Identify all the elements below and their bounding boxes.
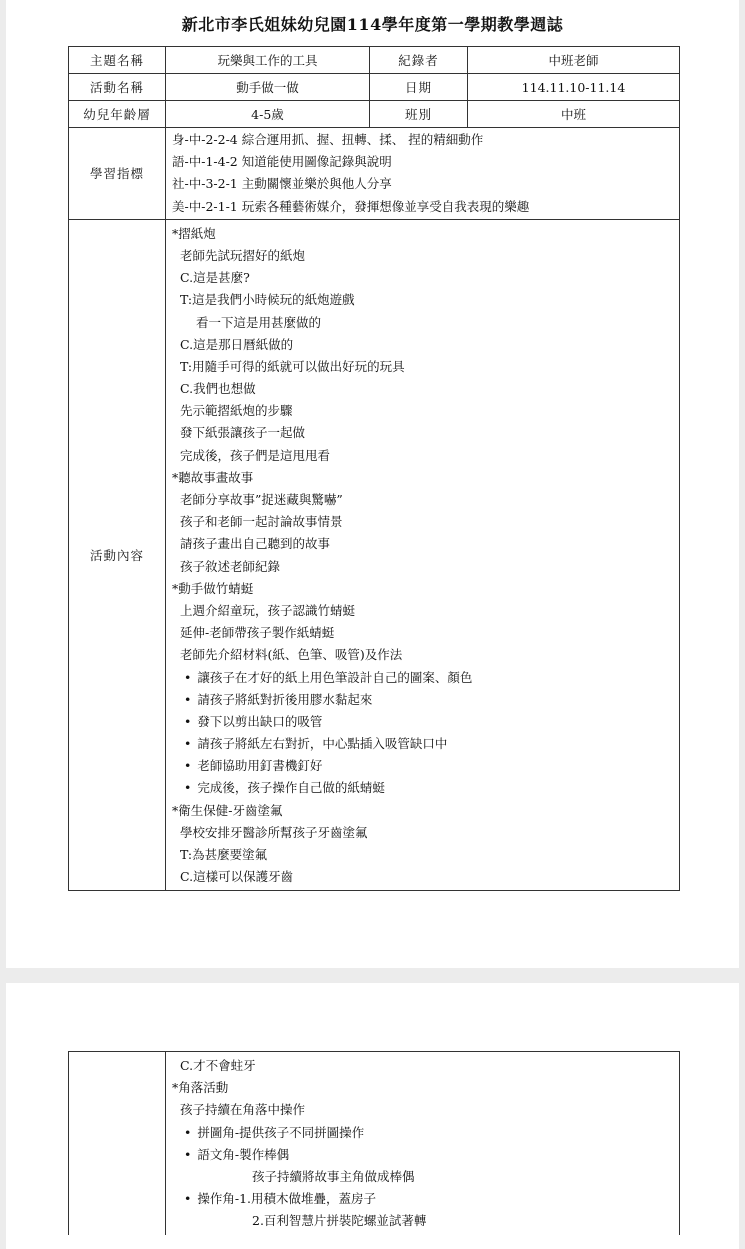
content-label-empty xyxy=(69,1052,166,1235)
theme-label: 主題名稱 xyxy=(69,47,166,74)
bullet-item: • 讓孩子在才好的紙上用色筆設計自己的圖案、顏色 xyxy=(172,667,675,689)
content-line: C.這樣可以保護牙齒 xyxy=(180,869,294,885)
recorder-value: 中班老師 xyxy=(468,47,680,74)
date-value: 114.11.10-11.14 xyxy=(468,74,680,101)
table-row-content xyxy=(69,219,680,891)
content-cell-continued xyxy=(166,1052,680,1235)
content-line: 請孩子畫出自己聽到的故事 xyxy=(180,536,331,552)
goals-label: 學習指標 xyxy=(69,128,166,220)
document-page-2 xyxy=(6,983,739,1249)
bullet-item: • 語文角-製作棒偶 xyxy=(172,1144,675,1166)
bullet-item: • 操作角-1.用積木做堆疊，蓋房子 xyxy=(172,1188,675,1210)
section-heading: *動手做竹蜻蜓 xyxy=(172,580,254,596)
content-line: 發下紙張讓孩子一起做 xyxy=(180,425,306,441)
content-line: 孩子持續將故事主角做成棒偶 xyxy=(252,1168,415,1184)
bullet-item: • 請孩子將紙左右對折，中心點插入吸管缺口中 xyxy=(172,733,675,755)
content-label: 活動內容 xyxy=(69,219,166,891)
activity-label: 活動名稱 xyxy=(69,74,166,101)
bullet-item: • 完成後，孩子操作自己做的紙蜻蜓 xyxy=(172,777,675,799)
section-heading: *角落活動 xyxy=(172,1080,229,1096)
table-row-age xyxy=(69,101,680,128)
activity-value: 動手做一做 xyxy=(166,74,370,101)
table-row-theme xyxy=(69,47,680,74)
content-line: 看一下這是用甚麼做的 xyxy=(196,314,322,330)
content-line: C.才不會蛀牙 xyxy=(180,1058,256,1073)
bullet-item: • 請孩子將紙對折後用膠水黏起來 xyxy=(172,689,675,711)
content-cell xyxy=(166,219,680,891)
content-line: 老師分享故事”捉迷藏與驚嚇” xyxy=(180,492,343,507)
theme-value: 玩樂與工作的工具 xyxy=(166,47,370,74)
content-line: 孩子敘述老師紀錄 xyxy=(180,558,281,574)
goal-line: 社-中-3-2-1 主動關懷並樂於與他人分享 xyxy=(172,176,392,192)
bullet-item: • 發下以剪出缺口的吸管 xyxy=(172,711,675,733)
section-heading: *摺紙炮 xyxy=(172,225,216,241)
section-heading: *衛生保健-牙齒塗氟 xyxy=(172,802,283,818)
content-line: 學校安排牙醫診所幫孩子牙齒塗氟 xyxy=(180,824,368,840)
content-line: T:為甚麼要塗氟 xyxy=(180,847,268,862)
section-heading: *聽故事畫故事 xyxy=(172,469,254,485)
goals-cell xyxy=(166,128,680,220)
class-label: 班別 xyxy=(370,101,468,128)
class-value: 中班 xyxy=(468,101,680,128)
content-line: 孩子持續在角落中操作 xyxy=(180,1102,306,1118)
content-line: 孩子和老師一起討論故事情景 xyxy=(180,514,343,530)
content-lines-continued xyxy=(166,1052,679,1235)
content-line: C.這是那日曆紙做的 xyxy=(180,336,294,352)
content-line: 上週介紹童玩，孩子認識竹蜻蜓 xyxy=(180,602,356,618)
content-line: 完成後，孩子們是這甩甩看 xyxy=(180,447,331,463)
age-value: 4-5歲 xyxy=(166,101,370,128)
content-line: C.我們也想做 xyxy=(180,381,256,397)
table-row-goals xyxy=(69,128,680,220)
goal-line: 美-中-2-1-1 玩索各種藝術媒介，發揮想像並享受自我表現的樂趣 xyxy=(172,198,530,214)
content-line: T:這是我們小時候玩的紙炮遊戲 xyxy=(180,292,355,308)
goal-line: 語-中-1-4-2 知道能使用圖像記錄與說明 xyxy=(172,154,392,170)
content-lines xyxy=(166,220,679,891)
content-line: 2.百利智慧片拼裝陀螺並試著轉 xyxy=(252,1213,427,1229)
bullet-item: • 拼圖角-提供孩子不同拼圖操作 xyxy=(172,1122,675,1144)
document-title: 新北市李氏姐妹幼兒園114學年度第一學期教學週誌 xyxy=(181,15,564,34)
table-row-activity xyxy=(69,74,680,101)
weekly-record-table-continued xyxy=(68,1051,680,1235)
recorder-label: 紀錄者 xyxy=(370,47,468,74)
content-line: C.這是甚麼? xyxy=(180,270,250,286)
table-row-content-continued xyxy=(69,1052,680,1235)
date-label: 日期 xyxy=(370,74,468,101)
weekly-record-table xyxy=(68,46,680,891)
age-label: 幼兒年齡層 xyxy=(69,101,166,128)
content-line: 先示範摺紙炮的步驟 xyxy=(180,403,293,419)
goal-line: 身-中-2-2-4 綜合運用抓、握、扭轉、揉、 捏的精細動作 xyxy=(172,132,484,147)
document-page-1 xyxy=(6,0,739,968)
bullet-item: • 老師協助用釘書機釘好 xyxy=(172,755,675,777)
content-line: 老師先試玩摺好的紙炮 xyxy=(180,247,306,263)
content-line: T:用隨手可得的紙就可以做出好玩的玩具 xyxy=(180,358,405,374)
content-line: 老師先介紹材料(紙、色筆、吸管)及作法 xyxy=(180,647,403,663)
content-line: 延伸-老師帶孩子製作紙蜻蜓 xyxy=(180,625,335,641)
